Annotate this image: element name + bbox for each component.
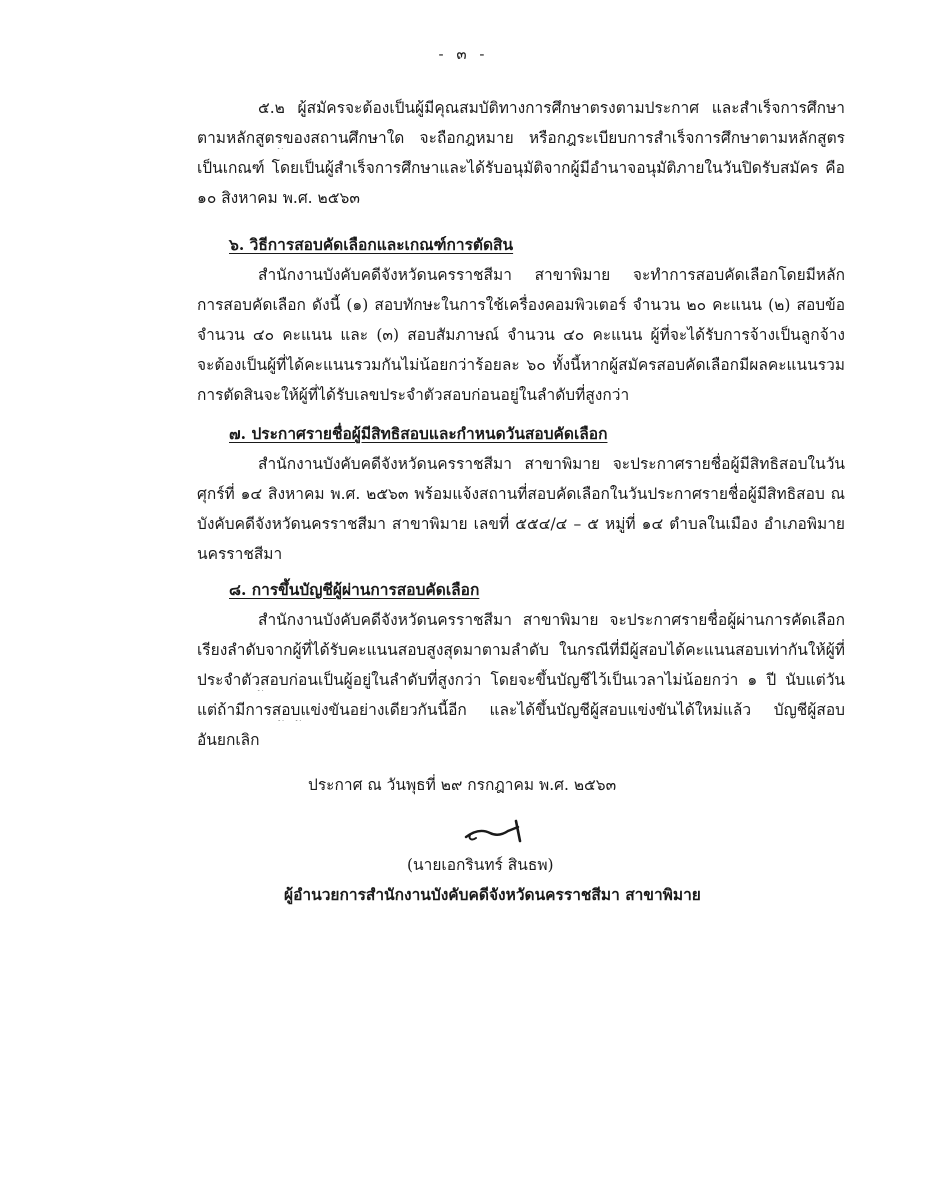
section-7-heading: ๗. ประกาศรายชื่อผู้มีสิทธิสอบและกำหนดวันสอบคัดเลือก: [229, 424, 608, 443]
section-6-line-2: การสอบคัดเลือก ดังนี้ (๑) สอบทักษะในการใช้เครื่องคอมพิวเตอร์ จำนวน ๒๐ คะแนน (๒) สอบข้อ: [197, 296, 845, 314]
section-8-line-1: สำนักงานบังคับคดีจังหวัดนครราชสีมา สาขาพิมาย จะประกาศรายชื่อผู้ผ่านการคัดเลือก: [258, 611, 845, 629]
section-8-line-2: เรียงลำดับจากผู้ที่ได้รับคะแนนสอบสูงสุดมาตามลำดับ ในกรณีที่มีผู้สอบได้คะแนนสอบเท่ากันให้ผู้ที่: [197, 641, 845, 659]
signatory-position: ผู้อำนวยการสำนักงานบังคับคดีจังหวัดนครราชสีมา สาขาพิมาย: [284, 885, 701, 904]
page-number: - ๓ -: [438, 45, 489, 63]
section-6-heading: ๖. วิธีการสอบคัดเลือกและเกณฑ์การตัดสิน: [229, 235, 514, 254]
section-6-line-1: สำนักงานบังคับคดีจังหวัดนครราชสีมา สาขาพิมาย จะทำการสอบคัดเลือกโดยมีหลัก: [258, 266, 845, 284]
signatory-name: (นายเอกรินทร์ สินธพ): [407, 856, 554, 874]
section-7-line-1: สำนักงานบังคับคดีจังหวัดนครราชสีมา สาขาพิมาย จะประกาศรายชื่อผู้มีสิทธิสอบในวัน: [258, 455, 845, 473]
section-5-2-line-2: ตามหลักสูตรของสถานศึกษาใด จะถือกฎหมาย หรือกฎระเบียบการสำเร็จการศึกษาตามหลักสูตร: [197, 129, 845, 147]
signature-mark: [462, 815, 532, 845]
section-7-line-2: ศุกร์ที่ ๑๔ สิงหาคม พ.ศ. ๒๕๖๓ พร้อมแจ้งสถานที่สอบคัดเลือกในวันประกาศรายชื่อผู้มีสิทธิสอบ ณ: [197, 485, 845, 503]
section-6-line-4: จะต้องเป็นผู้ที่ได้คะแนนรวมกันไม่น้อยกว่าร้อยละ ๖๐ ทั้งนี้หากผู้สมัครสอบคัดเลือกมีผลคะแนนรวม: [197, 356, 845, 374]
section-6-line-3: จำนวน ๔๐ คะแนน และ (๓) สอบสัมภาษณ์ จำนวน ๔๐ คะแนน ผู้ที่จะได้รับการจ้างเป็นลูกจ้าง: [197, 326, 845, 344]
section-5-2-line-1: ๕.๒ ผู้สมัครจะต้องเป็นผู้มีคุณสมบัติทางการศึกษาตรงตามประกาศ และสำเร็จการศึกษา: [258, 99, 845, 117]
section-8-line-3: ประจำตัวสอบก่อนเป็นผู้อยู่ในลำดับที่สูงกว่า โดยจะขึ้นบัญชีไว้เป็นเวลาไม่น้อยกว่า ๑ ปี นับแต่วัน: [197, 671, 845, 689]
section-8-line-5: อันยกเลิก: [197, 731, 260, 749]
section-7-line-3: บังคับคดีจังหวัดนครราชสีมา สาขาพิมาย เลขที่ ๕๕๔/๔ – ๕ หมู่ที่ ๑๔ ตำบลในเมือง อำเภอพิมาย: [197, 515, 845, 533]
section-6-line-5: การตัดสินจะให้ผู้ที่ได้รับเลขประจำตัวสอบก่อนอยู่ในลำดับที่สูงกว่า: [197, 386, 630, 404]
section-8-line-4: แต่ถ้ามีการสอบแข่งขันอย่างเดียวกันนี้อีก และได้ขึ้นบัญชีผู้สอบแข่งขันได้ใหม่แล้ว บัญชีผู้สอบ: [197, 701, 845, 719]
section-7-line-4: นครราชสีมา: [197, 545, 283, 563]
announcement-date: ประกาศ ณ วันพุธที่ ๒๙ กรกฎาคม พ.ศ. ๒๕๖๓: [308, 776, 617, 794]
section-5-2-line-3: เป็นเกณฑ์ โดยเป็นผู้สำเร็จการศึกษาและได้รับอนุมัติจากผู้มีอำนาจอนุมัติภายในวันปิดรับสมัคร คือ: [197, 159, 845, 177]
section-5-2-line-4: ๑๐ สิงหาคม พ.ศ. ๒๕๖๓: [197, 189, 360, 207]
section-8-heading: ๘. การขึ้นบัญชีผู้ผ่านการสอบคัดเลือก: [229, 580, 480, 599]
